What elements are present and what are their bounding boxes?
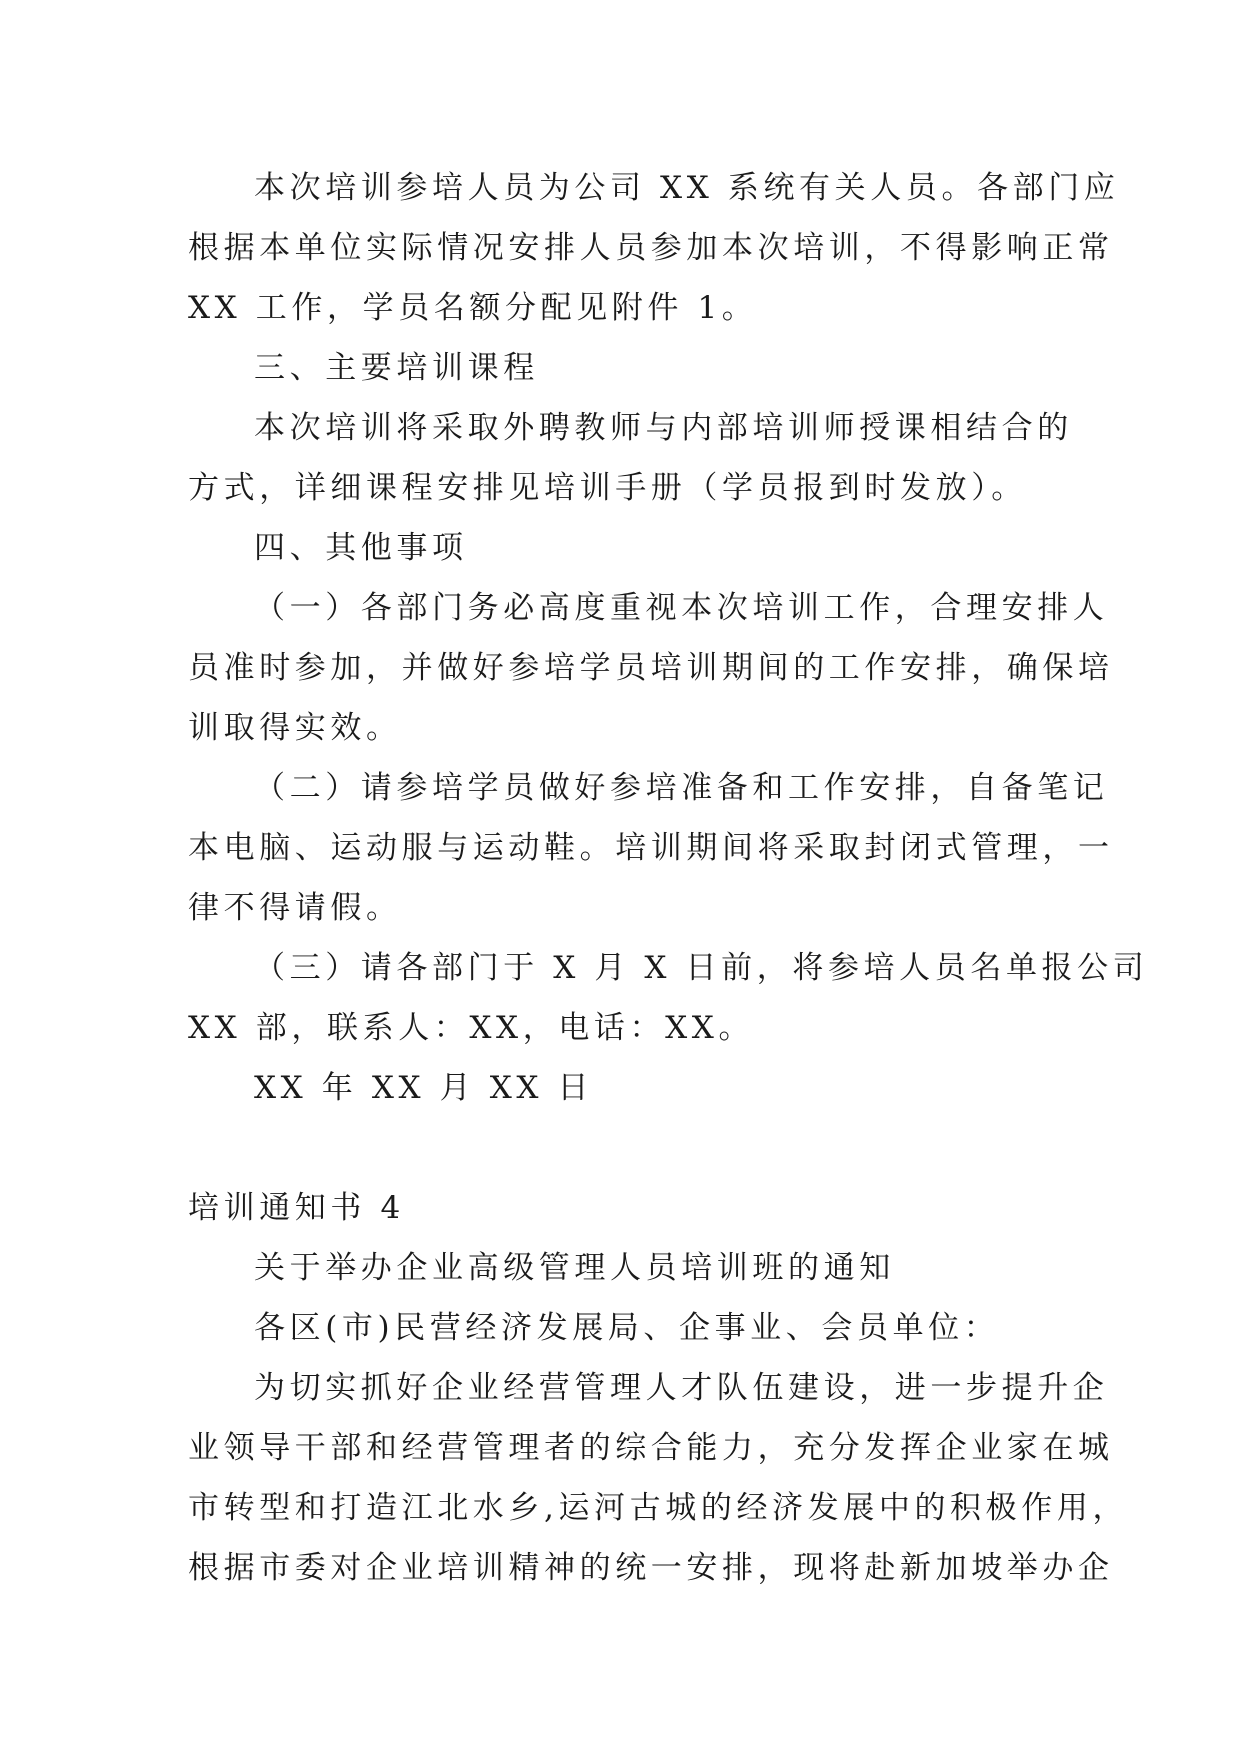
paragraph-line: （二）请参培学员做好参培准备和工作安排，自备笔记 [254, 770, 1109, 806]
notice-title: 培训通知书 4 [188, 1190, 405, 1226]
paragraph-line: （三）请各部门于 X 月 X 日前，将参培人员名单报公司 [254, 950, 1149, 986]
paragraph-line: 本次培训将采取外聘教师与内部培训师授课相结合的 [254, 410, 1073, 446]
paragraph-line: 员准时参加，并做好参培学员培训期间的工作安排，确保培 [188, 650, 1114, 686]
document-body [188, 158, 1149, 1598]
notice-subject: 关于举办企业高级管理人员培训班的通知 [254, 1250, 895, 1286]
paragraph-line: 根据本单位实际情况安排人员参加本次培训，不得影响正常 [188, 230, 1114, 266]
paragraph-line: XX 工作，学员名额分配见附件 1。 [188, 290, 758, 326]
paragraph-line: 根据市委对企业培训精神的统一安排，现将赴新加坡举办企 [188, 1550, 1114, 1586]
paragraph-line: 业领导干部和经营管理者的综合能力，充分发挥企业家在城 [188, 1430, 1114, 1466]
paragraph-line: 训取得实效。 [188, 710, 402, 746]
section-heading-other-matters: 四、其他事项 [254, 530, 468, 566]
paragraph-line: 本次培训参培人员为公司 XX 系统有关人员。各部门应 [254, 170, 1120, 206]
section-heading-main-courses: 三、主要培训课程 [254, 350, 539, 386]
paragraph-line: XX 部，联系人：XX，电话：XX。 [188, 1010, 755, 1046]
paragraph-line: 方式，详细课程安排见培训手册（学员报到时发放）。 [188, 470, 1027, 506]
paragraph-line: 为切实抓好企业经营管理人才队伍建设，进一步提升企 [254, 1370, 1109, 1406]
blank-line [188, 1118, 1050, 1178]
notice-recipients: 各区(市)民营经济发展局、企事业、会员单位： [254, 1310, 1000, 1346]
paragraph-line: （一）各部门务必高度重视本次培训工作，合理安排人 [254, 590, 1109, 626]
paragraph-line: 本电脑、运动服与运动鞋。培训期间将采取封闭式管理，一 [188, 830, 1114, 866]
paragraph-line: 市转型和打造江北水乡,运河古城的经济发展中的积极作用， [188, 1490, 1129, 1526]
paragraph-line: 律不得请假。 [188, 890, 402, 926]
document-date: XX 年 XX 月 XX 日 [254, 1070, 594, 1106]
